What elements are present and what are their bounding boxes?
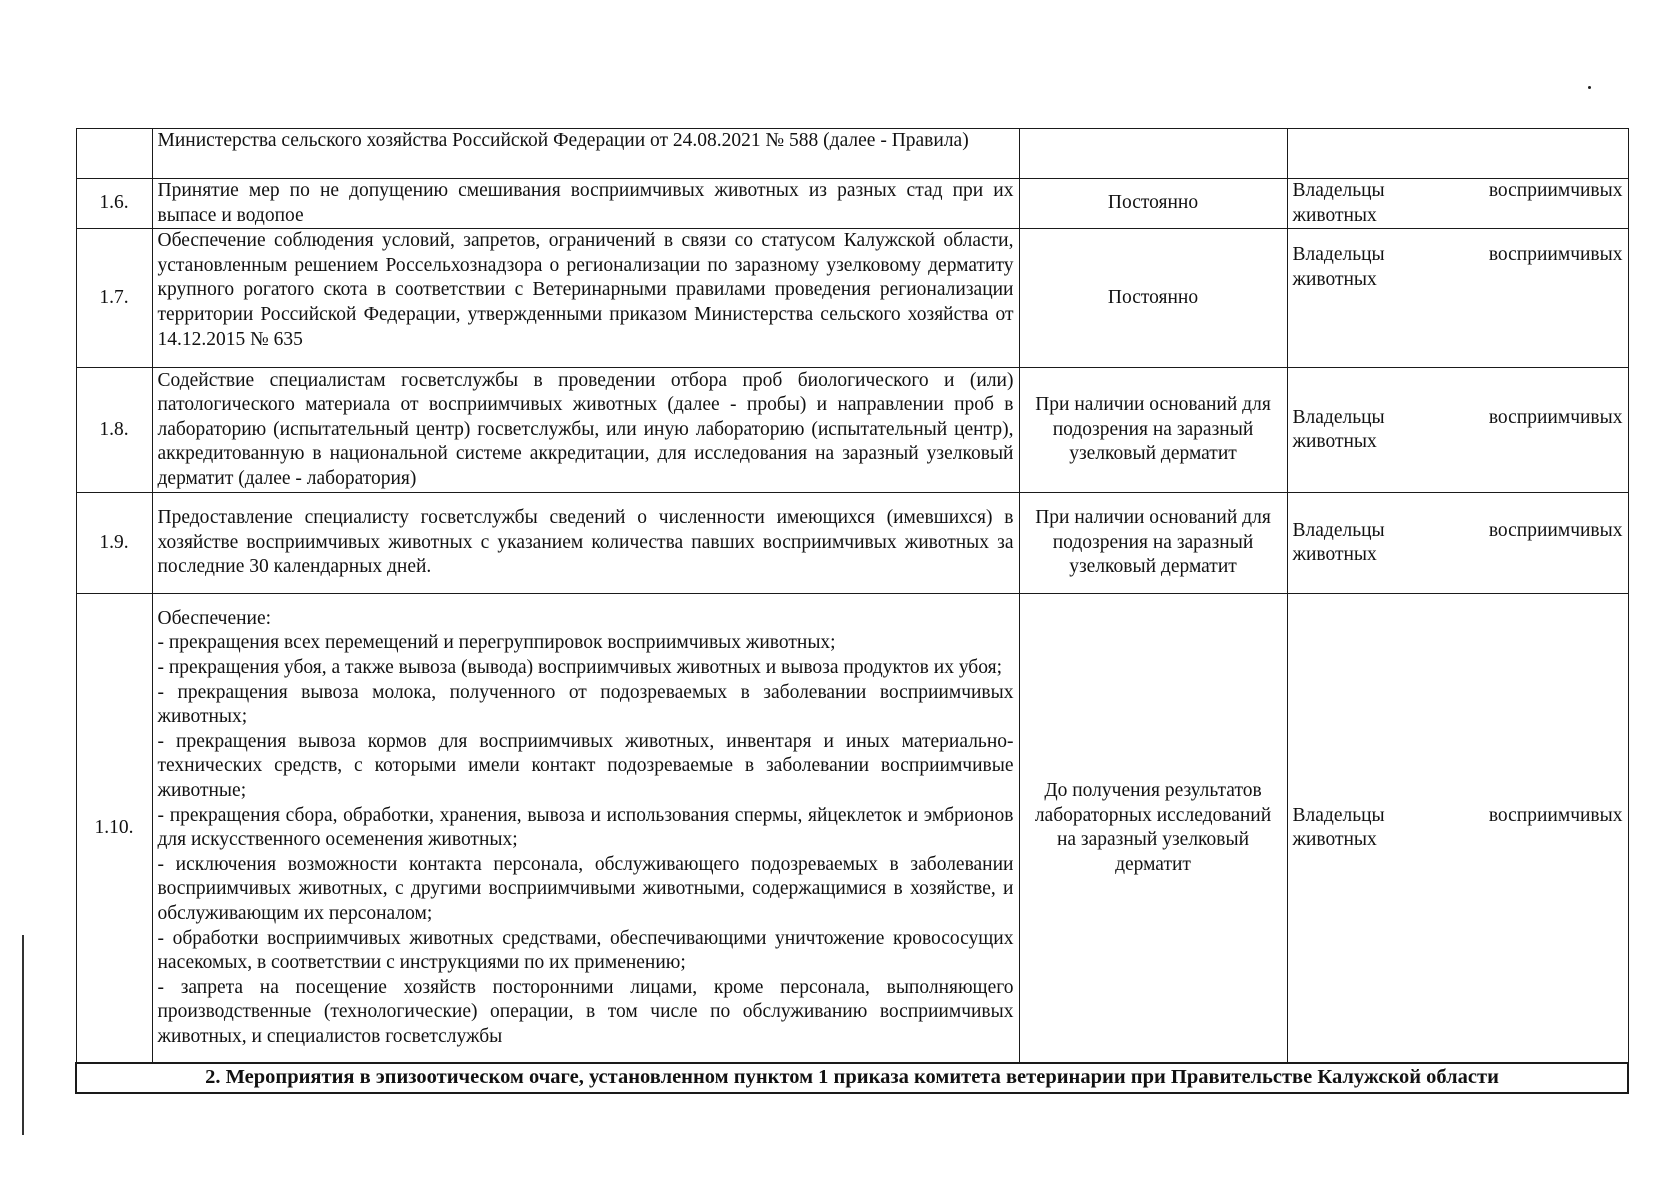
table-row — [76, 368, 1628, 493]
responsible-cell — [1287, 493, 1628, 594]
measure-paragraph: - обработки восприимчивых животных средствами, обеспечивающими уничтожение кровососущих насекомых, в соответствии с инструкциями по их применению; — [157, 927, 1014, 974]
term-cell — [1019, 129, 1287, 179]
measures-table — [75, 128, 1629, 1094]
responsible-line — [1293, 406, 1623, 431]
measure-text — [152, 179, 1019, 229]
responsible-word: восприимчивых — [1488, 804, 1623, 826]
responsible-word: восприимчивых — [1488, 519, 1623, 541]
measure-text — [152, 594, 1019, 1064]
row-number: 1.10. — [76, 594, 152, 1064]
table-row — [76, 493, 1628, 594]
measure-paragraph: - исключения возможности контакта персонала, обслуживающего подозреваемых в заболевании восприимчивых животных, с другими восприимчивыми животными, содержащимися в хозяйстве, и обслуживающим их персоналом; — [157, 853, 1014, 924]
term-cell: Постоянно — [1019, 179, 1287, 229]
responsible-word: восприимчивых — [1488, 244, 1623, 266]
measure-paragraph: - прекращения вывоза кормов для восприимчивых животных, инвентаря и иных материально-технических средств, с которыми имели контакт подозреваемые в заболевании восприимчивые животные; — [157, 730, 1014, 801]
measure-paragraph: Содействие специалистам госветслужбы в проведении отбора проб биологического и (или) патологического материала от восприимчивых животных (далее - пробы) и направлении проб в лабораторию (испытательный центр) госветслужбы, или иную лабораторию (испытательный центр), аккредитованную в национальной системе аккредитации, для исследования на заразный узелковый дерматит (далее - лаборатория) — [157, 369, 1014, 490]
responsible-line — [1293, 804, 1623, 829]
responsible-animals: животных — [1292, 544, 1377, 566]
responsible-cell — [1287, 229, 1628, 368]
measure-text — [152, 229, 1019, 368]
responsible-cell — [1287, 129, 1628, 179]
measure-paragraph: - запрета на посещение хозяйств посторонними лицами, кроме персонала, выполняющего производственные (технологические) операции, в том числе по обслуживанию восприимчивых животных, и специалистов госветслужбы — [157, 976, 1014, 1047]
section-header: 2. Мероприятия в эпизоотическом очаге, установленном пунктом 1 приказа комитета ветеринарии при Правительстве Калужской области — [76, 1063, 1628, 1093]
measure-paragraph: Обеспечение соблюдения условий, запретов, ограничений в связи со статусом Калужской области, установленным решением Россельхознадзора о регионализации по заразному узелковому дерматиту крупного рогатого скота в соответствии с Ветеринарными правилами проведения регионализации территории Российской Федерации, утвержденными приказом Министерства сельского хозяйства от 14.12.2015 № 635 — [157, 230, 1014, 350]
responsible-word: Владельцы — [1292, 244, 1385, 266]
responsible-cell — [1287, 594, 1628, 1064]
responsible-cell — [1287, 179, 1628, 229]
row-number: 1.9. — [76, 493, 152, 594]
table-row — [76, 594, 1628, 1064]
measure-text — [152, 129, 1019, 179]
measures-table-container — [75, 128, 1627, 1094]
scan-margin-line — [22, 935, 24, 1135]
section-header-row — [76, 1063, 1628, 1093]
responsible-word: восприимчивых — [1488, 406, 1623, 428]
row-number: 1.7. — [76, 229, 152, 368]
measure-paragraph: Министерства сельского хозяйства Российской Федерации от 24.08.2021 № 588 (далее - Правила) — [157, 130, 969, 151]
responsible-line — [1293, 243, 1623, 268]
measure-text — [152, 368, 1019, 493]
term-cell: При наличии оснований для подозрения на заразный узелковый дерматит — [1019, 493, 1287, 594]
responsible-word: Владельцы — [1292, 804, 1385, 826]
measure-paragraph: Предоставление специалисту госветслужбы сведений о численности имеющихся (имевшихся) в хозяйстве восприимчивых животных с указанием количества павших восприимчивых животных за последние 30 календарных дней. — [157, 507, 1014, 578]
responsible-word: Владельцы — [1292, 180, 1385, 201]
responsible-word: Владельцы — [1292, 519, 1385, 541]
responsible-animals: животных — [1292, 204, 1377, 226]
table-row — [76, 179, 1628, 229]
table-row — [76, 229, 1628, 368]
responsible-animals: животных — [1292, 268, 1377, 290]
measure-paragraph: - прекращения убоя, а также вывоза (вывода) восприимчивых животных и вывоза продуктов их убоя; — [157, 657, 1002, 679]
measure-paragraph: - прекращения всех перемещений и перегруппировок восприимчивых животных; — [157, 632, 836, 654]
responsible-word: Владельцы — [1292, 406, 1385, 428]
measure-paragraph: - прекращения сбора, обработки, хранения, вывоза и использования спермы, яйцеклеток и эмбрионов для искусственного осеменения животных; — [157, 804, 1014, 851]
responsible-line — [1293, 519, 1623, 544]
responsible-animals: животных — [1292, 829, 1377, 851]
measure-text — [152, 493, 1019, 594]
responsible-cell — [1287, 368, 1628, 493]
term-cell: Постоянно — [1019, 229, 1287, 368]
term-cell: До получения результатов лабораторных исследований на заразный узелковый дерматит — [1019, 594, 1287, 1064]
scan-dot — [1588, 86, 1591, 89]
row-number — [76, 129, 152, 179]
responsible-line — [1293, 179, 1623, 204]
row-number: 1.6. — [76, 179, 152, 229]
table-row — [76, 129, 1628, 179]
measure-paragraph: Обеспечение: — [157, 607, 272, 629]
term-cell: При наличии оснований для подозрения на заразный узелковый дерматит — [1019, 368, 1287, 493]
measure-paragraph: Принятие мер по не допущению смешивания восприимчивых животных из разных стад при их выпасе и водопое — [157, 180, 1014, 226]
responsible-animals: животных — [1292, 431, 1377, 453]
responsible-word: восприимчивых — [1488, 180, 1623, 201]
measure-paragraph: - прекращения вывоза молока, полученного от подозреваемых в заболевании восприимчивых животных; — [157, 681, 1014, 728]
row-number: 1.8. — [76, 368, 152, 493]
